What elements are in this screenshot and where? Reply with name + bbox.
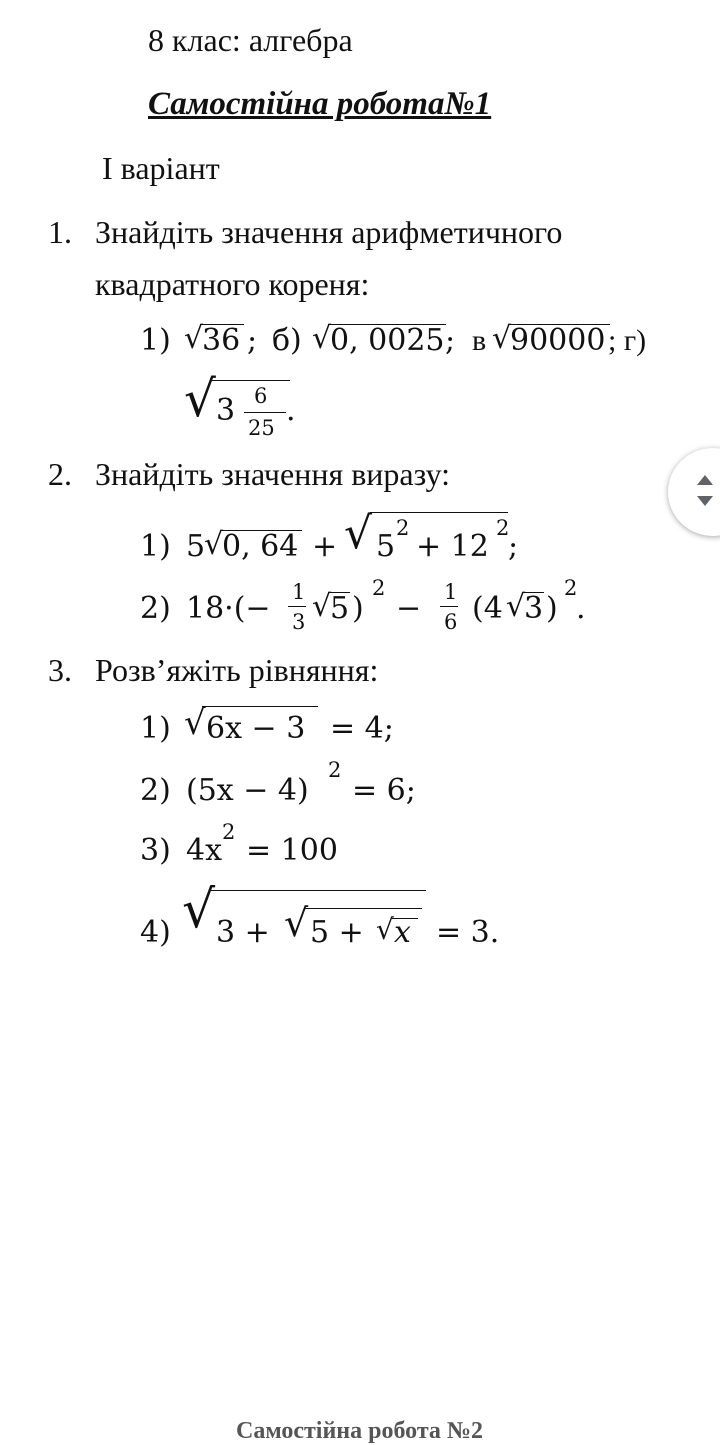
task1-label-c: в	[472, 324, 487, 357]
task3-eq4-sqrt-outer: √ 3 + √ 5 + √ x	[182, 884, 434, 954]
task2-expr2-frac1: 1 3	[286, 582, 308, 638]
scroll-down-icon[interactable]	[697, 496, 713, 506]
task1-sep-b: ;	[445, 323, 456, 358]
radical-sign-icon: √	[312, 321, 332, 356]
task2-expr2-sqrt2: √ 3	[506, 589, 544, 626]
task2-expr2-paren-open: (4	[472, 591, 503, 626]
task2-expr2-label: 2)	[140, 591, 171, 626]
task1-end-d: .	[286, 393, 296, 428]
task3-eq3-exp: 2	[222, 820, 236, 844]
next-section-title: Самостійна робота №2	[236, 1418, 484, 1444]
radical-sign-icon: √	[204, 527, 224, 562]
radical-sign-icon: √	[184, 321, 204, 356]
grade-heading: 8 клас: алгебра	[148, 22, 353, 58]
task2-expr2-paren1: )	[352, 591, 364, 626]
task1-number: 1.	[48, 214, 72, 250]
radical-sign-icon: √	[184, 703, 206, 743]
task1-text-line2: квадратного кореня:	[95, 266, 370, 302]
radical-sign-icon: √	[182, 880, 216, 940]
task3-eq4-end: = 3.	[436, 915, 500, 950]
task2-expr2-frac2: 1 6	[438, 582, 460, 638]
task2-expr1-plus: +	[312, 529, 338, 564]
task3-text: Розв’яжіть рівняння:	[95, 652, 379, 688]
task1-sqrt-d: √ 3 6 25	[182, 374, 302, 444]
task3-eq2-label: 2)	[140, 773, 171, 808]
task1-sub-label: 1)	[140, 323, 171, 358]
task2-expr1-end: ;	[508, 529, 519, 564]
radical-sign-icon: √	[312, 589, 332, 624]
task2-expr2-exp1: 2	[372, 576, 386, 600]
task2-expr1-sqrt2: √ 5 2 + 12 2	[344, 508, 510, 564]
task3-eq2-body: (5x − 4)	[186, 773, 309, 808]
task2-text: Знайдіть значення виразу:	[95, 456, 451, 492]
task3-eq1-sqrt: √ 6x − 3	[182, 700, 328, 748]
radical-sign-icon: √	[492, 321, 512, 356]
task2-expr2-minus: −	[396, 591, 422, 626]
task3-eq4-label: 4)	[140, 915, 171, 950]
task2-expr2-sqrt1: √ 5	[312, 589, 350, 626]
task2-expr1-label: 1)	[140, 529, 171, 564]
radical-sign-icon: √	[344, 508, 373, 559]
task3-number: 3.	[48, 652, 72, 688]
task1-sep-a: ;	[247, 323, 258, 358]
task2-number: 2.	[48, 456, 72, 492]
task2-expr2-exp2: 2	[564, 576, 578, 600]
task3-eq1-end: = 4;	[330, 711, 394, 746]
page-title: Самостійна робота№1	[148, 86, 492, 122]
task3-eq3-label: 3)	[140, 833, 171, 868]
task3-eq1-label: 1)	[140, 711, 171, 746]
task3-eq4-sqrt-middle: √ 5 + √ x	[282, 902, 428, 952]
task2-expr1-coef: 5	[186, 529, 206, 564]
task3-eq2-exp: 2	[328, 758, 342, 782]
task1-sep-c: ; г)	[608, 324, 647, 357]
task1-text-line1: Знайдіть значення арифметичного	[95, 214, 563, 250]
task2-expr2-end: .	[576, 591, 586, 626]
radical-sign-icon: √	[506, 589, 526, 624]
scroll-navigation-button[interactable]	[668, 448, 720, 536]
task3-eq4-sqrt-inner: √ x	[374, 912, 424, 952]
task1-sqrt-c: √ 90000	[490, 320, 614, 360]
radical-sign-icon: √	[376, 913, 394, 946]
scroll-up-icon[interactable]	[697, 475, 713, 485]
task1-sqrt-a: √ 36	[182, 320, 252, 360]
variant-label: І варіант	[102, 150, 220, 186]
task3-eq2-end: = 6;	[352, 773, 416, 808]
task3-eq3-body: 4x	[186, 833, 223, 868]
task2-expr1-sqrt1: √ 0, 64	[202, 526, 312, 566]
task1-sqrt-b: √ 0, 0025	[312, 321, 445, 358]
task3-eq3-end: = 100	[246, 833, 338, 868]
task1-label-b: б)	[272, 323, 302, 358]
task2-expr2-paren2: )	[546, 591, 558, 626]
radical-sign-icon: √	[184, 370, 216, 428]
radical-sign-icon: √	[284, 901, 309, 945]
task2-expr2-start: 18·(−	[186, 591, 271, 626]
